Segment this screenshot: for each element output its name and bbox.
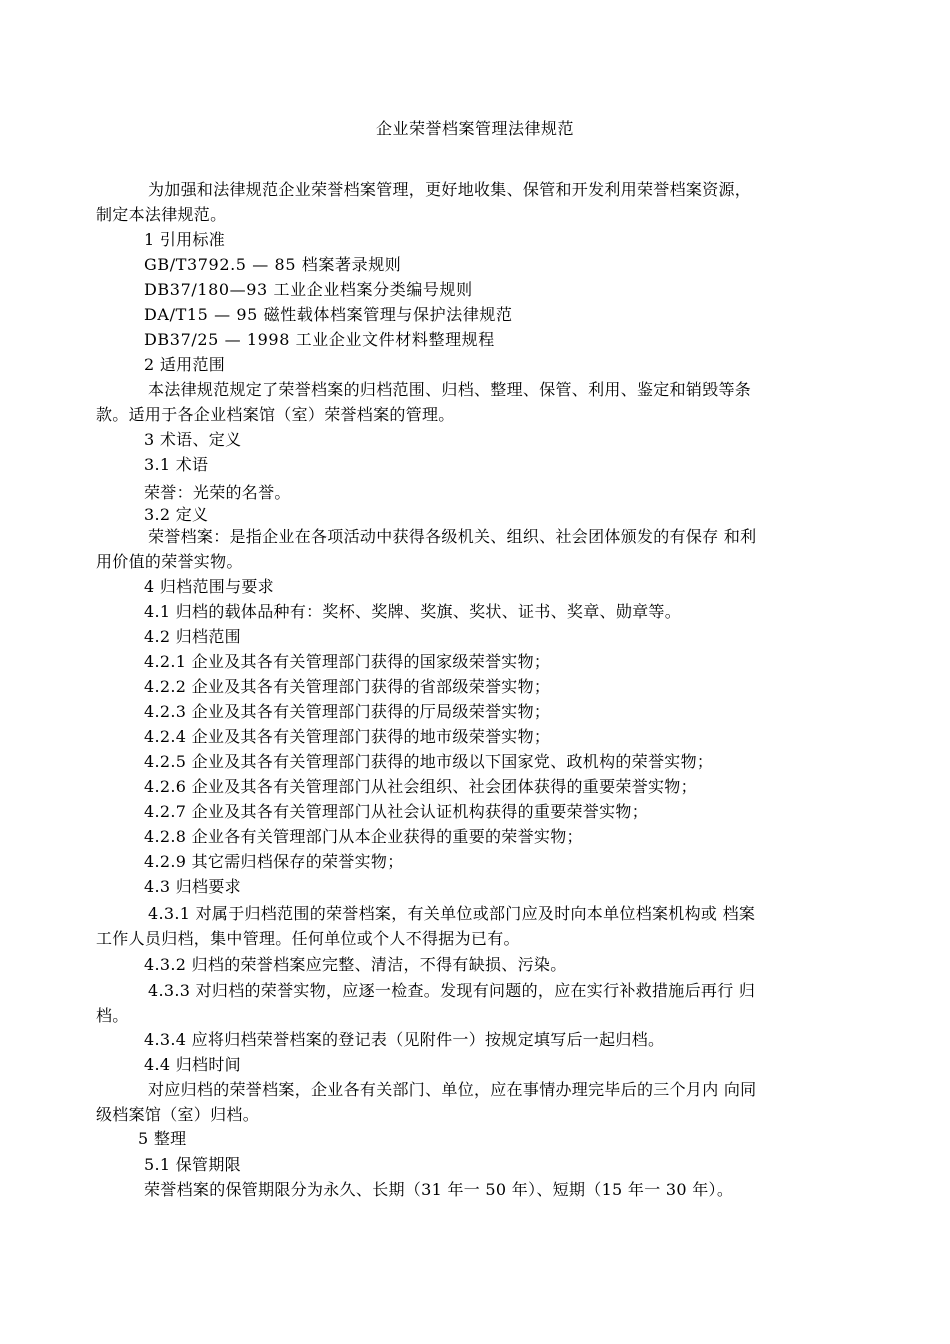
paragraph-line: 4.3.1 对属于归档范围的荣誉档案，有关单位或部门应及时向本单位档案机构或 档案 (148, 904, 756, 923)
paragraph-line: 荣誉：光荣的名誉。 (144, 483, 291, 502)
list-item: 4.2.9 其它需归档保存的荣誉实物； (144, 852, 404, 871)
list-item: 4.2.1 企业及其各有关管理部门获得的国家级荣誉实物； (144, 652, 551, 671)
list-item: 4.2.6 企业及其各有关管理部门从社会组织、社会团体获得的重要荣誉实物； (144, 777, 697, 796)
paragraph-line: 本法律规范规定了荣誉档案的归档范围、归档、整理、保管、利用、鉴定和销毁等条 (148, 380, 752, 399)
list-item: 4.2.3 企业及其各有关管理部门获得的厅局级荣誉实物； (144, 702, 551, 721)
paragraph-line: 4.3.3 对归档的荣誉实物，应逐一检查。发现有问题的，应在实行补救措施后再行 归 (148, 981, 756, 1000)
section-heading: 5 整理 (138, 1129, 187, 1148)
standard-item: DB37/180—93 工业企业档案分类编号规则 (144, 280, 473, 299)
standard-item: GB/T3792.5 — 85 档案著录规则 (144, 255, 402, 274)
paragraph-line: 荣誉档案：是指企业在各项活动中获得各级机关、组织、社会团体颁发的有保存 和利 (148, 527, 757, 546)
section-heading: 4 归档范围与要求 (144, 577, 274, 596)
paragraph-line: 用价值的荣誉实物。 (96, 552, 243, 571)
subsection-heading: 4.2 归档范围 (144, 627, 241, 646)
section-heading: 3 术语、定义 (144, 430, 242, 449)
paragraph-line: 款。适用于各企业档案馆（室）荣誉档案的管理。 (96, 405, 455, 424)
paragraph-line: 对应归档的荣誉档案，企业各有关部门、单位，应在事情办理完毕后的三个月内 向同 (148, 1080, 757, 1099)
section-heading: 2 适用范围 (144, 355, 226, 374)
subsection-heading: 4.4 归档时间 (144, 1055, 241, 1074)
paragraph-line: 工作人员归档，集中管理。任何单位或个人不得据为已有。 (96, 929, 520, 948)
paragraph-line: 为加强和法律规范企业荣誉档案管理，更好地收集、保管和开发利用荣誉档案资源， (148, 180, 752, 199)
document-title: 企业荣誉档案管理法律规范 (375, 119, 574, 138)
paragraph-line: 4.1 归档的载体品种有：奖杯、奖牌、奖旗、奖状、证书、奖章、勋章等。 (144, 602, 682, 621)
paragraph-line: 档。 (96, 1006, 129, 1025)
list-item: 4.2.7 企业及其各有关管理部门从社会认证机构获得的重要荣誉实物； (144, 802, 648, 821)
paragraph-line: 4.3.4 应将归档荣誉档案的登记表（见附件一）按规定填写后一起归档。 (144, 1030, 665, 1049)
subsection-heading: 5.1 保管期限 (144, 1155, 241, 1174)
list-item: 4.2.5 企业及其各有关管理部门获得的地市级以下国家党、政机构的荣誉实物； (144, 752, 714, 771)
standard-item: DA/T15 — 95 磁性载体档案管理与保护法律规范 (144, 305, 513, 324)
subsection-heading: 3.2 定义 (144, 505, 209, 524)
section-heading: 1 引用标准 (144, 230, 226, 249)
paragraph-line: 制定本法律规范。 (96, 205, 227, 224)
list-item: 4.2.4 企业及其各有关管理部门获得的地市级荣誉实物； (144, 727, 551, 746)
paragraph-line: 荣誉档案的保管期限分为永久、长期（31 年一 50 年）、短期（15 年一 30 年）。 (144, 1180, 734, 1199)
list-item: 4.2.2 企业及其各有关管理部门获得的省部级荣誉实物； (144, 677, 551, 696)
subsection-heading: 4.3 归档要求 (144, 877, 241, 896)
paragraph-line: 4.3.2 归档的荣誉档案应完整、清洁，不得有缺损、污染。 (144, 955, 567, 974)
paragraph-line: 级档案馆（室）归档。 (96, 1105, 260, 1124)
subsection-heading: 3.1 术语 (144, 455, 209, 474)
standard-item: DB37/25 — 1998 工业企业文件材料整理规程 (144, 330, 495, 349)
list-item: 4.2.8 企业各有关管理部门从本企业获得的重要的荣誉实物； (144, 827, 583, 846)
